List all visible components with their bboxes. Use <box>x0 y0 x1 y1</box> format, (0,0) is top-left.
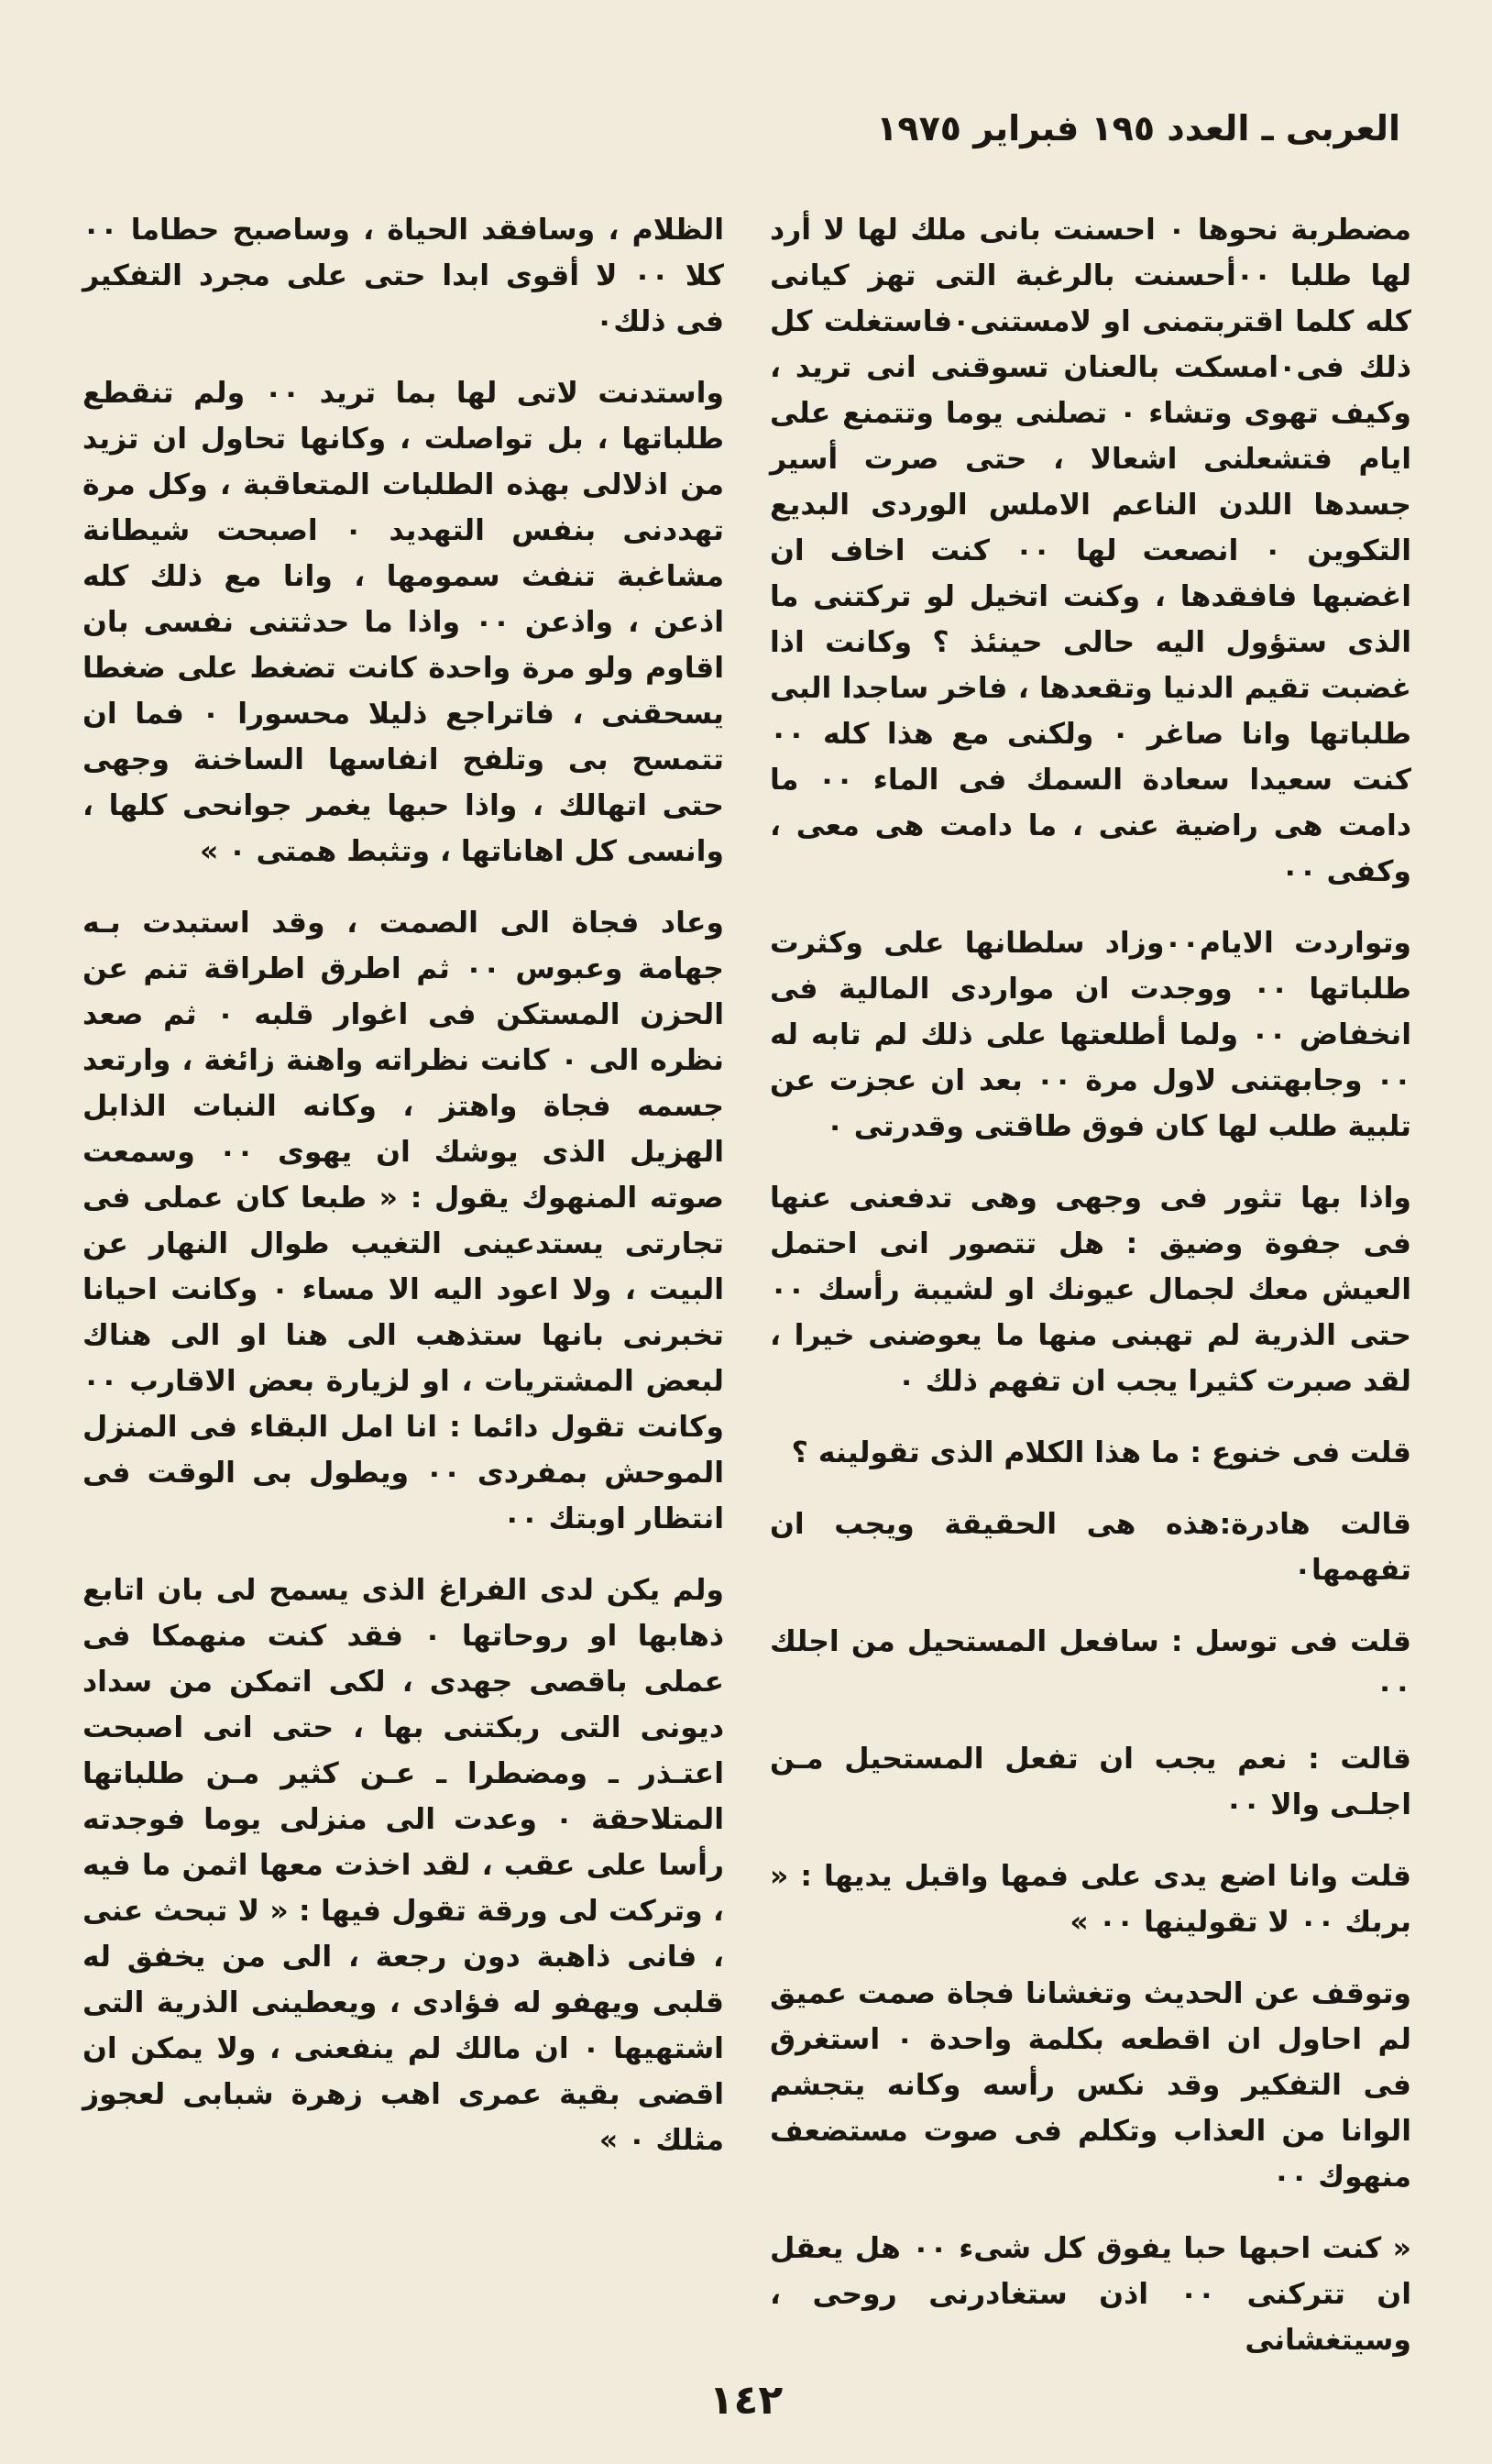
running-head: العربى ـ العدد ١٩٥ فبراير ١٩٧٥ <box>876 108 1400 148</box>
paragraph: قلت فى توسل : سافعل المستحيل من اجلك ٠٠ <box>770 1625 1411 1704</box>
paragraph: وتوقف عن الحديث وتغشانا فجاة صمت عميق لم احاول ان اقطعه بكلمة واحدة ٠ استغرق فى التفكير وقد نكس رأسه وكانه يتجشم الوانا من العذاب وتكلم فى صوت مستضعف منهوك ٠٠ <box>770 1977 1411 2194</box>
paragraph: قلت وانا اضع يدى على فمها واقبل يديها : « بربك ٠٠ لا تقولينها ٠٠ » <box>770 1860 1411 1939</box>
paragraph: وعاد فجاة الى الصمت ، وقد استبدت بـه جهامة وعبوس ٠٠ ثم اطرق اطراقة تنم عن الحزن المستكن فى اغوار قلبه ٠ ثم صعد نظره الى ٠ كانت نظراته واهنة زائغة ، وارتعد جسمه فجاة واهتز ، وكانه النبات الذابل الهزيل الذى يوشك ان يهوى ٠٠ وسمعت صوته المنهوك يقول : « طبعا كان عملى فى تجارتى يستدعينى التغيب طوال النهار عن البيت ، ولا اعود اليه الا مساء ٠ وكانت احيانا تخبرنى بانها ستذهب الى هنا او الى هناك لبعض المشتريات ، او لزيارة بعض الاقارب ٠٠ وكانت تقول دائما : انا امل البقاء فى المنزل الموحش بمفردى ٠٠ ويطول بى الوقت فى انتظار اوبتك ٠٠ <box>82 907 725 1535</box>
paragraph: ولم يكن لدى الفراغ الذى يسمح لى بان اتابع ذهابها او روحاتها ٠ فقد كنت منهمكا فى عملى باقصى جهدى ، لكى اتمكن من سداد ديونى التى ربكتنى بها ، حتى انى اصبحت اعتـذر ـ ومضطرا ـ عـن كثير مـن طلباتها المتلاحقة ٠ وعدت الى منزلى يوما فوجدته رأسا على عقب ، لقد اخذت معها اثمن ما فيه ، وتركت لى ورقة تقول فيها : « لا تبحث عنى ، فانى ذاهبة دون رجعة ، الى من يخفق له قلبى ويهفو له فؤادى ، ويعطينى الذرية التى اشتهيها ٠ ان مالك لم ينفعنى ، ولا يمكن ان اقضى بقية عمرى اهب زهرة شبابى لعجوز مثلك ٠ » <box>82 1574 724 2157</box>
paragraph: قلت فى خنوع : ما هذا الكلام الذى تقولينه ؟ <box>791 1436 1411 1469</box>
paragraph: قالت هادرة:هذه هى الحقيقة ويجب ان تفهمها٠ <box>770 1508 1411 1587</box>
paragraph: واذا بها تثور فى وجهى وهى تدفعنى عنها فى جفوة وضيق : هل تتصور انى احتمل العيش معك لجمال عيونك او لشيبة رأسك ٠٠ حتى الذرية لم تهبنى منها ما يعوضنى خيرا ، لقد صبرت كثيرا يجب ان تفهم ذلك ٠ <box>770 1182 1411 1398</box>
left-column <box>82 207 724 2189</box>
paragraph: قالت : نعم يجب ان تفعل المستحيل مـن اجلـى والا ٠٠ <box>770 1743 1411 1821</box>
paragraph: مضطربة نحوها ٠ احسنت بانى ملك لها لا أرد لها طلبا ٠٠أحسنت بالرغبة التى تهز كيانى كله كلما اقتربتمنى او لامستنى٠فاستغلت كل ذلك فى٠امسكت بالعنان تسوقنى انى تريد ، وكيف تهوى وتشاء ٠ تصلنى يوما وتتمنع على ايام فتشعلنى اشعالا ، حتى صرت أسير جسدها اللدن الناعم الاملس الوردى البديع التكوين ٠ انصعت لها ٠٠ كنت اخاف ان اغضبها فافقدها ، وكنت اتخيل لو تركتنى ما الذى ستؤول اليه حالى حينئذ ؟ وكانت اذا غضبت تقيم الدنيا وتقعدها ، فاخر ساجدا البى طلباتها وانا صاغر ٠ ولكنى مع هذا كله ٠٠ كنت سعيدا سعادة السمك فى الماء ٠٠ ما دامت هى راضية عنى ، ما دامت هى معى ، وكفى ٠٠ <box>770 214 1412 888</box>
paragraph: واستدنت لاتى لها بما تريد ٠٠ ولم تنقطع طلباتها ، بل تواصلت ، وكانها تحاول ان تزيد من اذلالى بهذه الطلبات المتعاقبة ، وكل مرة تهددنى بنفس التهديد ٠ اصبحت شيطانة مشاغبة تنفث سمومها ، وانا مع ذلك كله اذعن ، واذعن ٠٠ واذا ما حدثتنى نفسى بان اقاوم ولو مرة واحدة كانت تضغط على ضغطا يسحقنى ، فاتراجع ذليلا محسورا ٠ فما ان تتمسح بى وتلفح انفاسها الساخنة وجهى حتى اتهالك ، واذا حبها يغمر جوانحى كلها ، وانسى كل اهاناتها ، وتثبط همتى ٠ » <box>82 377 725 868</box>
paragraph: « كنت احبها حبا يفوق كل شىء ٠٠ هل يعقل ان تتركنى ٠٠ اذن ستغادرنى روحى ، وسيتغشانى <box>770 2232 1411 2357</box>
right-column <box>770 207 1411 2389</box>
paragraph: الظلام ، وسافقد الحياة ، وساصبح حطاما ٠٠ كلا ٠٠ لا أقوى ابدا حتى على مجرد التفكير فى ذلك٠ <box>82 214 725 338</box>
page-number: ١٤٢ <box>708 2377 784 2424</box>
paragraph: وتواردت الايام٠٠وزاد سلطانها على وكثرت طلباتها ٠٠ ووجدت ان مواردى المالية فى انخفاض ٠٠ ولما أطلعتها على ذلك لم تابه له ٠٠ وجابهتنى لاول مرة ٠٠ بعد ان عجزت عن تلبية طلب لها كان فوق طاقتى وقدرتى ٠ <box>770 927 1412 1143</box>
